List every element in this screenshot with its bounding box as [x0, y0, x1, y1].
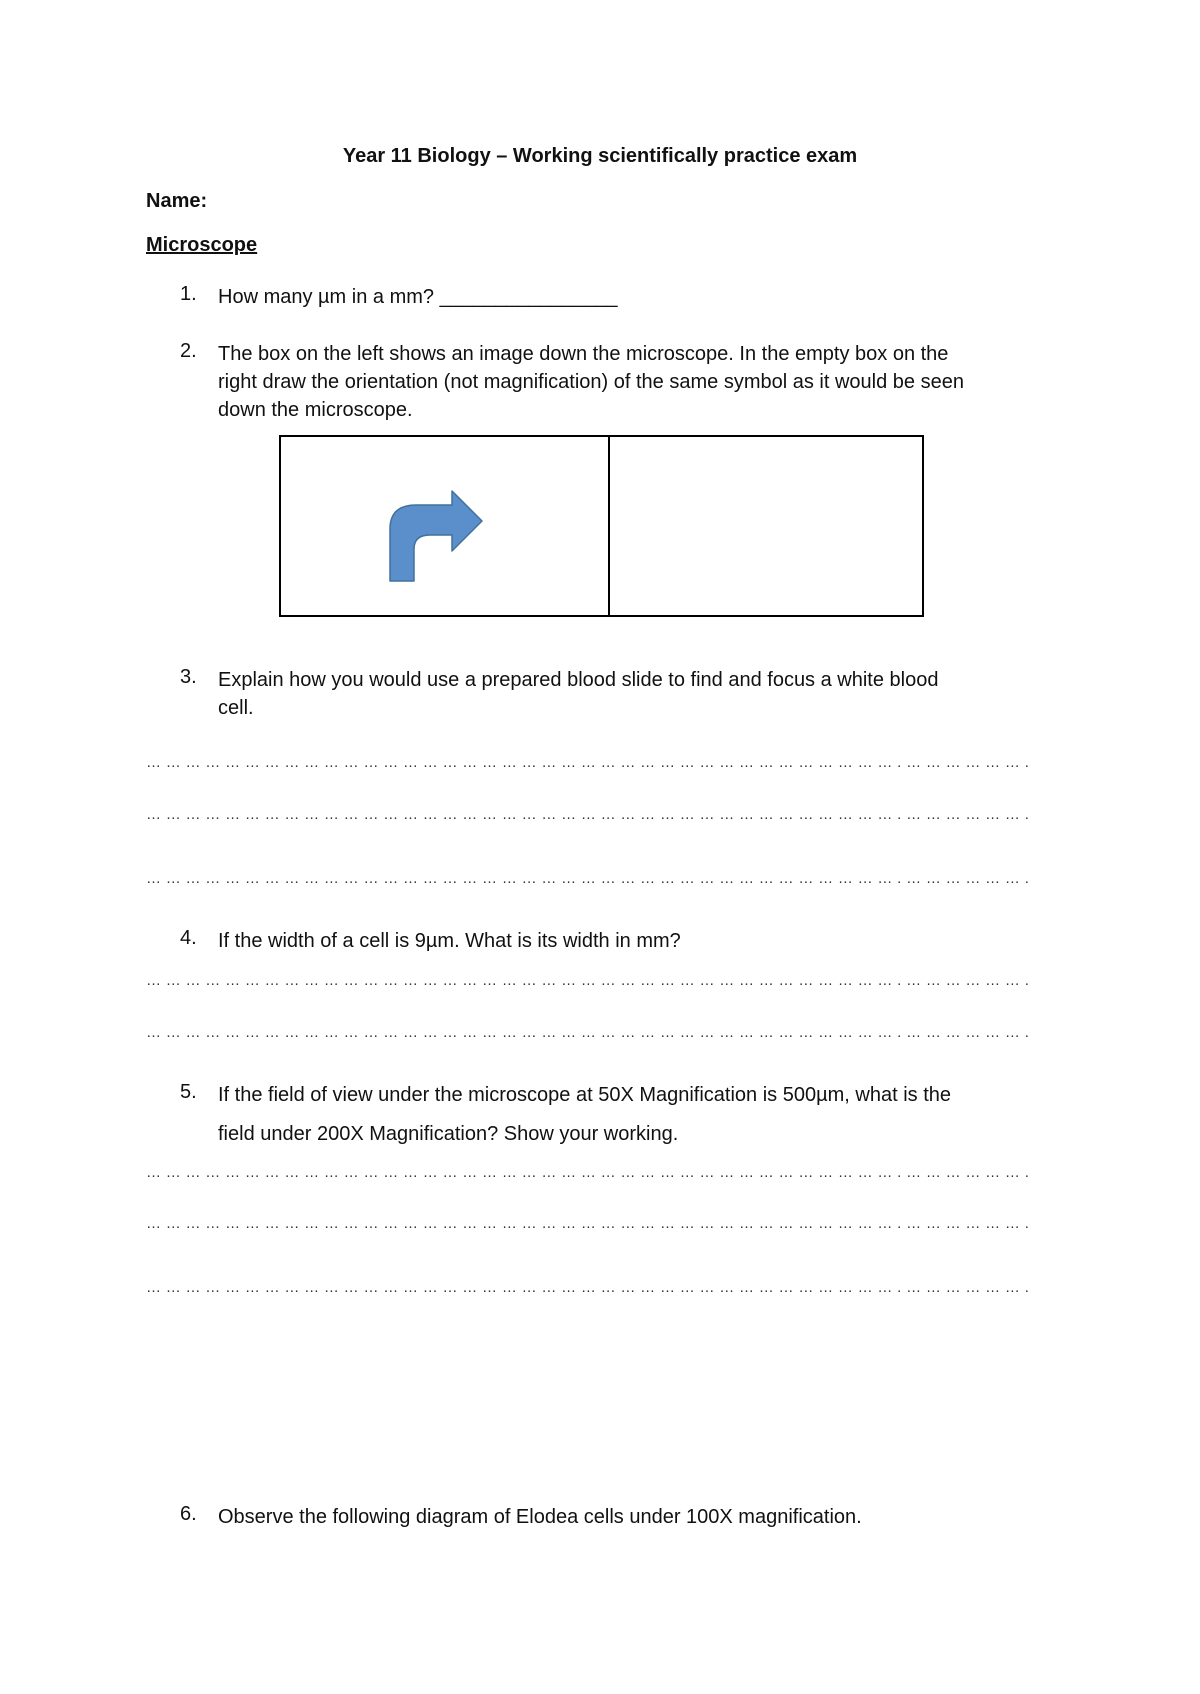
empty-drawing-box[interactable] — [610, 437, 922, 615]
question-text: The box on the left shows an image down the microscope. In the empty box on the — [218, 343, 949, 365]
question-text: right draw the orientation (not magnification) of the same symbol as it would be seen — [218, 371, 964, 393]
answer-line[interactable]: … … … … … … … … … … … … … … … … … … … … … … … … … … … … … … … … … … … … … … . … … … … … … . — [146, 1164, 1030, 1181]
answer-line[interactable]: … … … … … … … … … … … … … … … … … … … … … … … … … … … … … … … … … … … … … … . … … … … … … . — [146, 754, 1030, 771]
answer-line[interactable]: … … … … … … … … … … … … … … … … … … … … … … … … … … … … … … … … … … … … … … . … … … … … … . — [146, 1215, 1030, 1232]
question-number: 6. — [180, 1503, 197, 1525]
question-text: Observe the following diagram of Elodea cells under 100X magnification. — [218, 1506, 862, 1528]
question-number: 3. — [180, 666, 197, 688]
answer-line[interactable]: … … … … … … … … … … … … … … … … … … … … … … … … … … … … … … … … … … … … … … . … … … … … … . — [146, 1279, 1030, 1296]
question-number: 5. — [180, 1081, 197, 1103]
question-text: down the microscope. — [218, 399, 413, 421]
name-label: Name: — [146, 190, 208, 212]
bent-arrow-up-right-icon — [386, 487, 496, 587]
answer-line[interactable]: … … … … … … … … … … … … … … … … … … … … … … … … … … … … … … … … … … … … … … . … … … … … … . — [146, 972, 1030, 989]
question-text: If the field of view under the microscope at 50X Magnification is 500µm, what is the — [218, 1084, 952, 1106]
answer-line[interactable]: … … … … … … … … … … … … … … … … … … … … … … … … … … … … … … … … … … … … … … . … … … … … … . — [146, 806, 1030, 823]
question-number: 4. — [180, 927, 197, 949]
question-text: Explain how you would use a prepared blood slide to find and focus a white blood — [218, 669, 939, 691]
question-text: How many µm in a mm? ________________ — [218, 286, 618, 308]
question-text: If the width of a cell is 9µm. What is its width in mm? — [218, 930, 681, 952]
answer-line[interactable]: … … … … … … … … … … … … … … … … … … … … … … … … … … … … … … … … … … … … … … . … … … … … … . — [146, 870, 1030, 887]
question-text: field under 200X Magnification? Show your working. — [218, 1123, 679, 1145]
question-text: cell. — [218, 697, 254, 719]
page-title: Year 11 Biology – Working scientifically practice exam — [342, 145, 858, 167]
question-number: 2. — [180, 340, 197, 362]
orientation-figure-boxes — [279, 435, 924, 617]
answer-line[interactable]: … … … … … … … … … … … … … … … … … … … … … … … … … … … … … … … … … … … … … … . … … … … … … . — [146, 1024, 1030, 1041]
section-heading: Microscope — [146, 234, 258, 256]
question-number: 1. — [180, 283, 197, 305]
